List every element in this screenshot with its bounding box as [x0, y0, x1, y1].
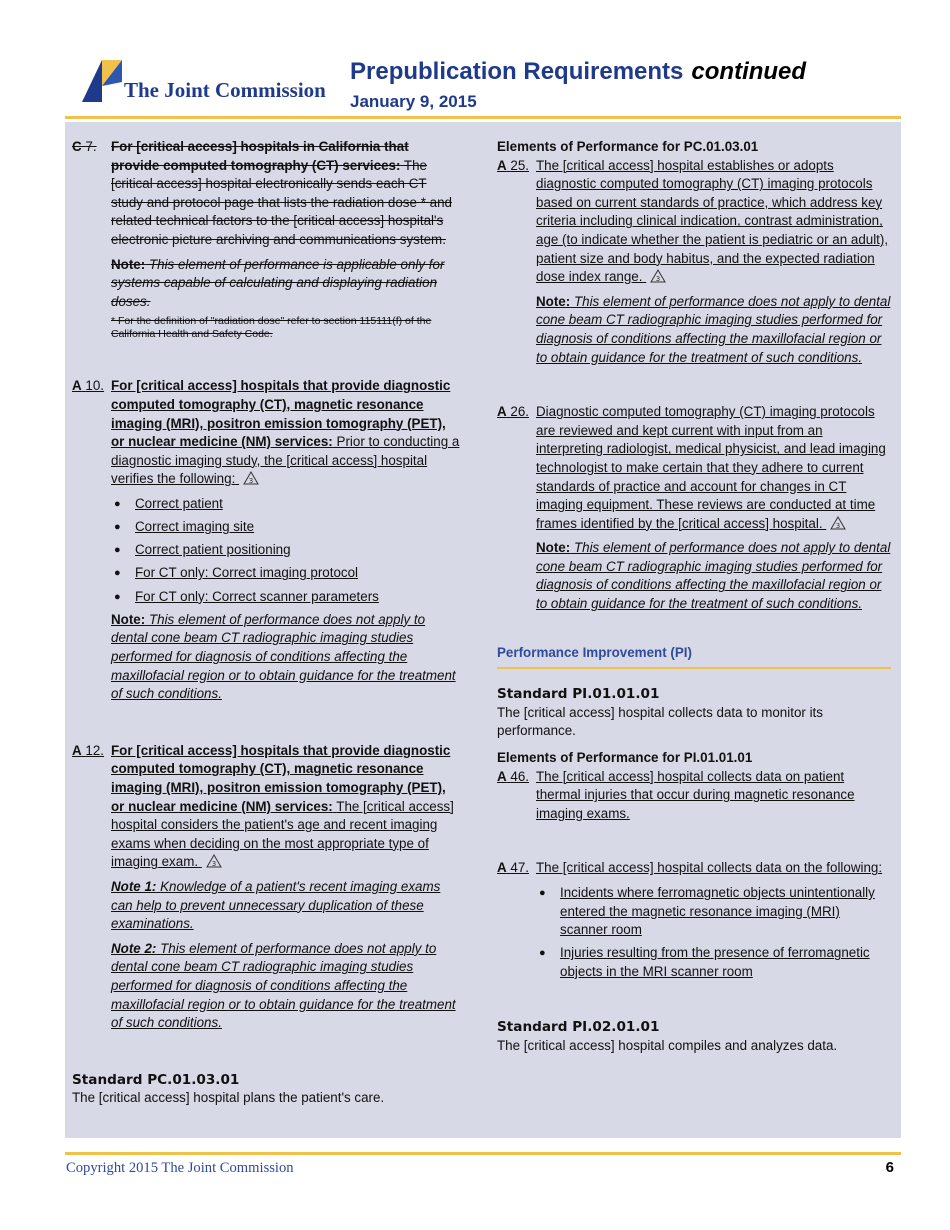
ep-25-note: Note: This element of performance does not apply to dental cone beam CT radiographic imaging studies performed for diagnosis of conditions affecting the maxillofacial region or to obtain guidance for the treatment of such conditions.: [536, 293, 891, 365]
ep-26-note: Note: This element of performance does not apply to dental cone beam CT radiographic imaging studies performed for diagnosis of conditions affecting the maxillofacial region or to obtain guidance for the treatment of such conditions.: [536, 540, 891, 612]
ep-10-bullet-list: [111, 495, 460, 606]
ep-10-text: For [critical access] hospitals that provide diagnostic computed tomography (CT), magnetic resonance imaging (MRI), positron emission tomography (PET), or nuclear medicine (NM) services: Prior to conducting a diagnostic imaging study, the [critical access] hospital verifies the following: 3: [111, 378, 460, 487]
list-item: ● Injuries resulting from the presence of ferromagnetic objects in the MRI scanner room: [536, 944, 891, 981]
standard-title: Standard PI.01.01.01: [497, 686, 660, 703]
ep-25-text: The [critical access] hospital establishes or adopts diagnostic computed tomography (CT) imaging protocols based on current standards of practice, which address key criteria including clinical indication, contrast administration, age (to indicate whether the patient is pediatric or an adult), patient size and body habitus, and the expected radiation dose index range. 3: [536, 157, 889, 285]
page-title: Prepublication Requirements continued: [350, 58, 807, 85]
ep-47-marker: A 47.: [497, 860, 530, 876]
ep-25-marker: A 25.: [497, 157, 530, 173]
ep-46: [497, 768, 891, 824]
section-heading-pi: Performance Improvement (PI): [497, 644, 891, 670]
standard-pc-010301: [72, 1071, 460, 1108]
revision-triangle-icon: [206, 854, 222, 868]
svg-text:3: 3: [655, 275, 661, 284]
revision-triangle-icon: [650, 269, 666, 283]
logo-text: The Joint Commission: [124, 78, 326, 102]
ep-12: [72, 742, 460, 1033]
ep-47-text: The [critical access] hospital collects data on the following:: [536, 860, 883, 876]
ep-7-text: For [critical access] hospitals in California that provide computed tomography (CT) services: The [critical access] hospital electronically sends each CT study and protocol page that lists the radiation dose * and related technical factors to the [critical access] hospital's electronic picture archiving and communications system.: [111, 139, 452, 247]
ep-7-footnote: * For the definition of "radiation dose" refer to section 115111(f) of the California Health and Safety Code.: [111, 315, 432, 341]
copyright: Copyright 2015 The Joint Commission: [66, 1160, 294, 1176]
standard-title: Standard PI.02.01.01: [497, 1019, 660, 1036]
ep-25: [497, 157, 891, 368]
ep-26: [497, 403, 891, 614]
list-item: ● For CT only: Correct imaging protocol: [111, 564, 460, 583]
logo-mark-icon: [82, 60, 126, 104]
ep-12-marker: A 12.: [72, 742, 105, 758]
list-item: ● Incidents where ferromagnetic objects unintentionally entered the magnetic resonance imaging (MRI) scanner room: [536, 884, 891, 940]
ep-7-note: Note: This element of performance is applicable only for systems capable of calculating and displaying radiation doses.: [111, 256, 445, 309]
standard-title: Standard PC.01.03.01: [72, 1071, 240, 1088]
ep-10-note: Note: This element of performance does not apply to dental cone beam CT radiographic imaging studies performed for diagnosis of conditions affecting the maxillofacial region or to obtain guidance for the treatment of such conditions.: [111, 611, 456, 702]
revision-triangle-icon: [830, 516, 846, 530]
left-column: [72, 138, 460, 1108]
ep-46-text: The [critical access] hospital collects data on patient thermal injuries that occur during magnetic resonance imaging exams.: [536, 768, 855, 821]
title-continued: continued: [691, 58, 807, 85]
page-date: January 9, 2015: [350, 92, 477, 111]
ep-12-note-2: Note 2: This element of performance does not apply to dental cone beam CT radiographic imaging studies performed for diagnosis of conditions affecting the maxillofacial region or to obtain guidance for the treatment of such conditions.: [111, 940, 456, 1031]
footer-rule: [65, 1152, 901, 1155]
ep-12-text: For [critical access] hospitals that provide diagnostic computed tomography (CT), magnetic resonance imaging (MRI), positron emission tomography (PET), or nuclear medicine (NM) services: The [critical access] hospital considers the patient's age and recent imaging exams when deciding on the most appropriate type of imaging exam. 3: [111, 742, 454, 870]
ep-7-marker: C 7.: [72, 139, 97, 154]
standard-pi-020101: [497, 1018, 891, 1055]
ep-47: [497, 859, 891, 986]
standard-pi-010101: [497, 685, 891, 741]
joint-commission-logo: [82, 60, 342, 105]
standard-text: The [critical access] hospital plans the patient's care.: [72, 1090, 385, 1106]
ep-26-marker: A 26.: [497, 404, 530, 420]
right-column: [497, 138, 891, 1055]
list-item: ● For CT only: Correct scanner parameters: [111, 588, 460, 607]
ep-heading-pi: Elements of Performance for PI.01.01.01: [497, 750, 753, 766]
ep-10: [72, 377, 460, 703]
header-rule: [65, 116, 901, 119]
page-number: 6: [885, 1159, 894, 1176]
svg-text:3: 3: [211, 860, 217, 869]
ep-26-text: Diagnostic computed tomography (CT) imaging protocols are reviewed and kept current with input from an interpreting radiologist, medical physicist, and lead imaging technologist to make certain that they adhere to current standards of practice and account for changes in CT imaging equipment. These reviews are conducted at time frames identified by the [critical access] hospital. 3: [536, 404, 886, 531]
list-item: ● Correct imaging site: [111, 518, 460, 537]
ep-7: [72, 138, 460, 341]
ep-47-bullet-list: [536, 884, 891, 982]
svg-text:3: 3: [836, 521, 841, 530]
list-item: ● Correct patient: [111, 495, 460, 514]
ep-10-marker: A 10.: [72, 378, 105, 394]
svg-text:3: 3: [248, 477, 254, 486]
ep-12-note-1: Note 1: Knowledge of a patient's recent imaging exams can help to prevent unnecessary duplication of these examinations.: [111, 878, 441, 932]
standard-text: The [critical access] hospital collects data to monitor its performance.: [497, 704, 823, 739]
revision-triangle-icon: [243, 471, 259, 485]
list-item: ● Correct patient positioning: [111, 541, 460, 560]
ep-46-marker: A 46.: [497, 768, 530, 784]
ep-heading-pc: Elements of Performance for PC.01.03.01: [497, 139, 759, 154]
standard-text: The [critical access] hospital compiles and analyzes data.: [497, 1037, 838, 1053]
